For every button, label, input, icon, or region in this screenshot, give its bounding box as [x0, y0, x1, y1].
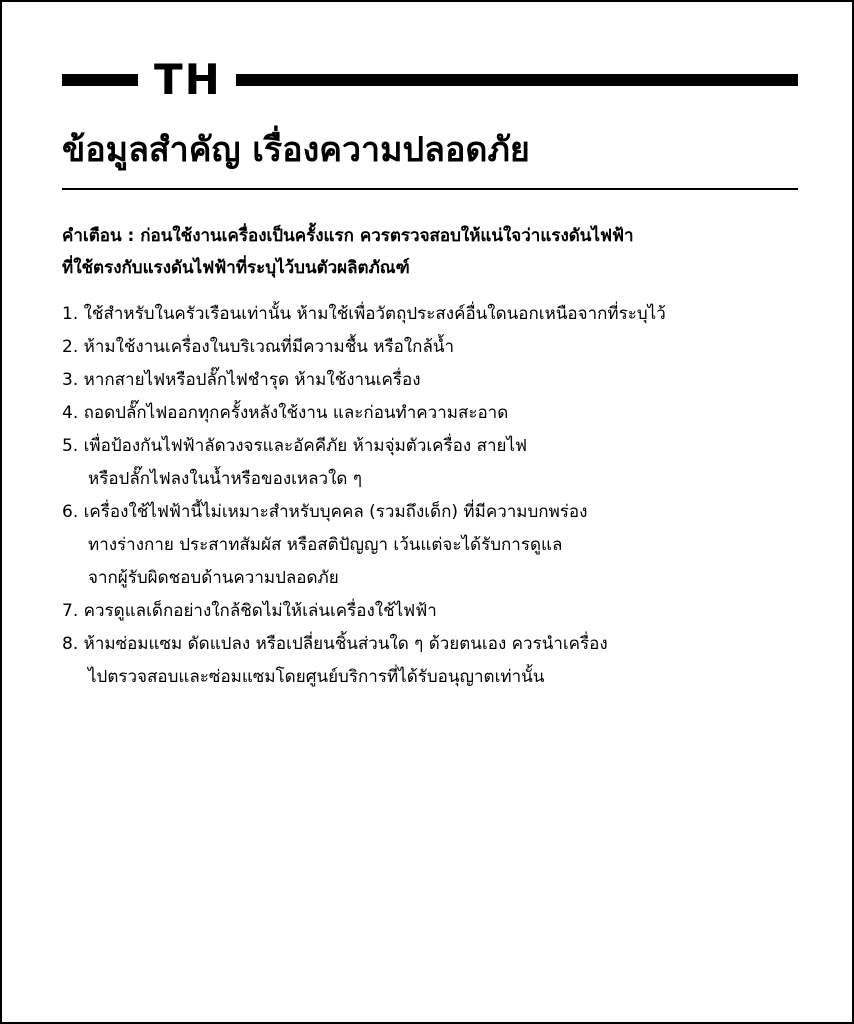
list-item [62, 397, 822, 430]
list-item-text: 4. ถอดปลั๊กไฟออกทุกครั้งหลังใช้งาน และก่อนทำความสะอาด [62, 403, 509, 423]
list-item [62, 430, 822, 496]
warning-block [62, 220, 802, 284]
list-item [62, 595, 822, 628]
list-item [62, 298, 822, 331]
list-item-text: 6. เครื่องใช้ไฟฟ้านี้ไม่เหมาะสำหรับบุคคล (รวมถึงเด็ก) ที่มีความบกพร่อง [62, 502, 588, 522]
header-bar-left [62, 74, 138, 86]
page-title: ข้อมูลสำคัญ เรื่องความปลอดภัย [62, 130, 530, 170]
header-bar-right [236, 74, 798, 86]
list-item-text: 8. ห้ามซ่อมแซม ดัดแปลง หรือเปลี่ยนชิ้นส่วนใด ๆ ด้วยตนเอง ควรนำเครื่อง [62, 634, 608, 654]
list-item [62, 628, 822, 694]
warning-line: คำเตือน : ก่อนใช้งานเครื่องเป็นครั้งแรก ควรตรวจสอบให้แน่ใจว่าแรงดันไฟฟ้า [62, 226, 634, 246]
list-item-text: 7. ควรดูแลเด็กอย่างใกล้ชิดไม่ให้เล่นเครื่องใช้ไฟฟ้า [62, 601, 437, 621]
safety-list [62, 298, 822, 694]
list-item-text: 5. เพื่อป้องกันไฟฟ้าลัดวงจรและอัคคีภัย ห้ามจุ่มตัวเครื่อง สายไฟ [62, 436, 528, 456]
list-item-text: จากผู้รับผิดชอบด้านความปลอดภัย [88, 568, 339, 588]
list-item [62, 364, 822, 397]
list-item [62, 496, 822, 595]
list-item-text: 2. ห้ามใช้งานเครื่องในบริเวณที่มีความชื้น หรือใกล้น้ำ [62, 337, 455, 357]
list-item-text: ไปตรวจสอบและซ่อมแซมโดยศูนย์บริการที่ได้รับอนุญาตเท่านั้น [88, 667, 545, 687]
language-header [62, 54, 798, 106]
warning-line: ที่ใช้ตรงกับแรงดันไฟฟ้าที่ระบุไว้บนตัวผลิตภัณฑ์ [62, 258, 410, 278]
list-item-text: หรือปลั๊กไฟลงในน้ำหรือของเหลวใด ๆ [88, 469, 362, 489]
title-divider [62, 188, 798, 190]
language-code: TH [154, 55, 222, 104]
list-item-text: 1. ใช้สำหรับในครัวเรือนเท่านั้น ห้ามใช้เพื่อวัตถุประสงค์อื่นใดนอกเหนือจากที่ระบุไว้ [62, 304, 666, 324]
list-item-text: ทางร่างกาย ประสาทสัมผัส หรือสติปัญญา เว้นแต่จะได้รับการดูแล [88, 535, 563, 555]
list-item [62, 331, 822, 364]
list-item-text: 3. หากสายไฟหรือปลั๊กไฟชำรุด ห้ามใช้งานเครื่อง [62, 370, 421, 390]
